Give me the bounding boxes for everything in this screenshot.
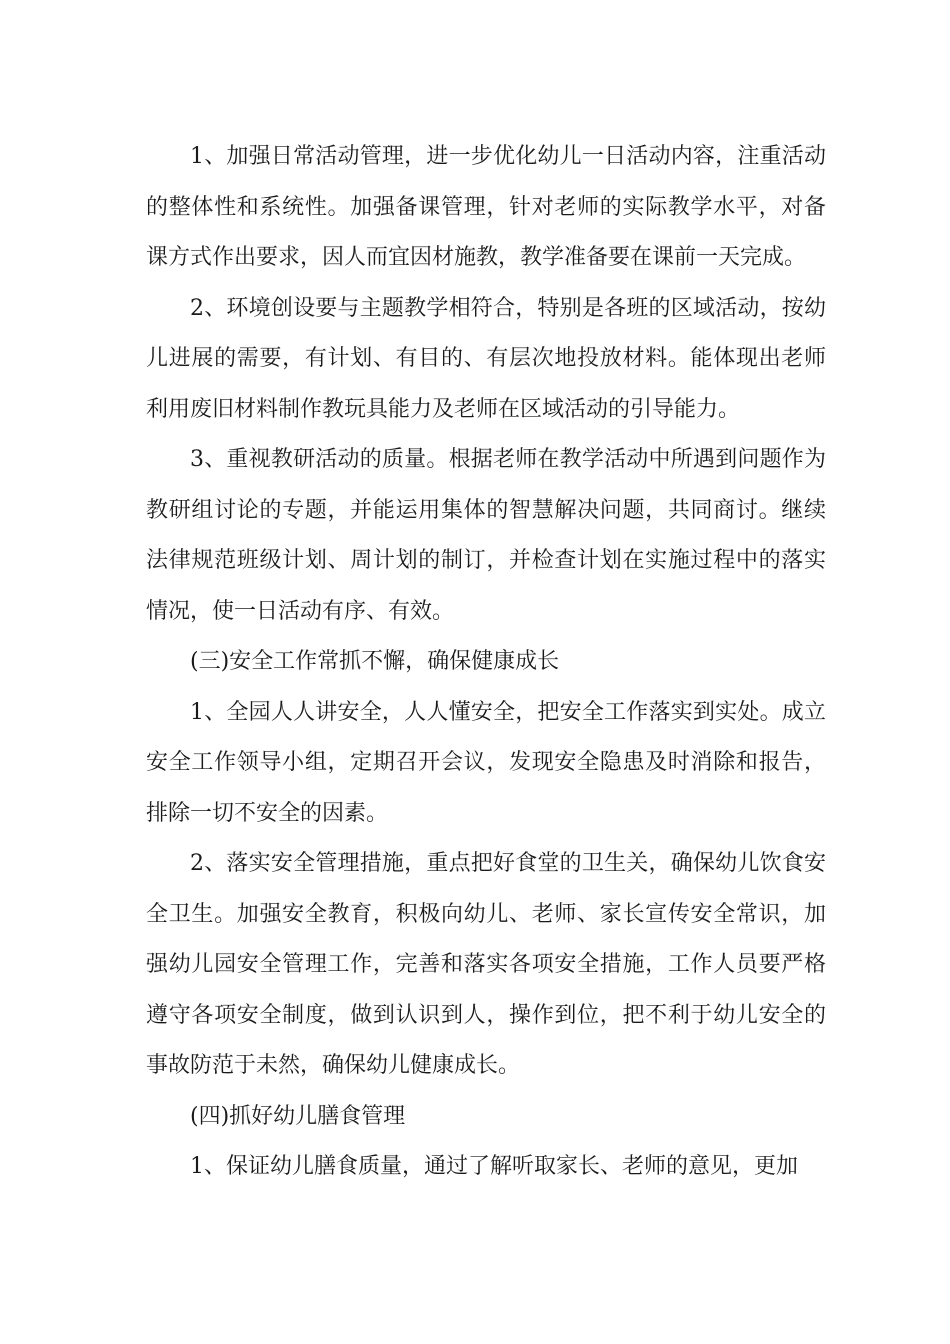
paragraph-safety-measures: 2、落实安全管理措施，重点把好食堂的卫生关，确保幼儿饮食安全卫生。加强安全教育，积极向幼儿、老师、家长宣传安全常识，加强幼儿园安全管理工作，完善和落实各项安全措施，工作人员要严格遵守各项安全制度，做到认识到人，操作到位，把不利于幼儿安全的事故防范于未然，确保幼儿健康成长。 xyxy=(146,851,826,1078)
document-body xyxy=(146,132,826,1193)
paragraph-diet-quality: 1、保证幼儿膳食质量，通过了解听取家长、老师的意见，更加 xyxy=(190,1154,798,1179)
paragraph-teaching-research: 3、重视教研活动的质量。根据老师在教学活动中所遇到问题作为教研组讨论的专题，并能运用集体的智慧解决问题，共同商讨。继续法律规范班级计划、周计划的制订，并检查计划在实施过程中的落实情况，使一日活动有序、有效。 xyxy=(146,447,826,624)
section-heading-diet: (四)抓好幼儿膳食管理 xyxy=(190,1103,406,1129)
paragraph-safety-awareness: 1、全园人人讲安全，人人懂安全，把安全工作落实到实处。成立安全工作领导小组，定期召开会议，发现安全隐患及时消除和报告，排除一切不安全的因素。 xyxy=(146,699,826,826)
section-heading-safety: (三)安全工作常抓不懈，确保健康成长 xyxy=(190,649,560,674)
paragraph-daily-activity: 1、加强日常活动管理，进一步优化幼儿一日活动内容，注重活动的整体性和系统性。加强备课管理，针对老师的实际教学水平，对备课方式作出要求，因人而宜因材施教，教学准备要在课前一天完成。 xyxy=(146,144,826,270)
paragraph-environment: 2、环境创设要与主题教学相符合，特别是各班的区域活动，按幼儿进展的需要，有计划、有目的、有层次地投放材料。能体现出老师利用废旧材料制作教玩具能力及老师在区域活动的引导能力。 xyxy=(146,295,826,422)
